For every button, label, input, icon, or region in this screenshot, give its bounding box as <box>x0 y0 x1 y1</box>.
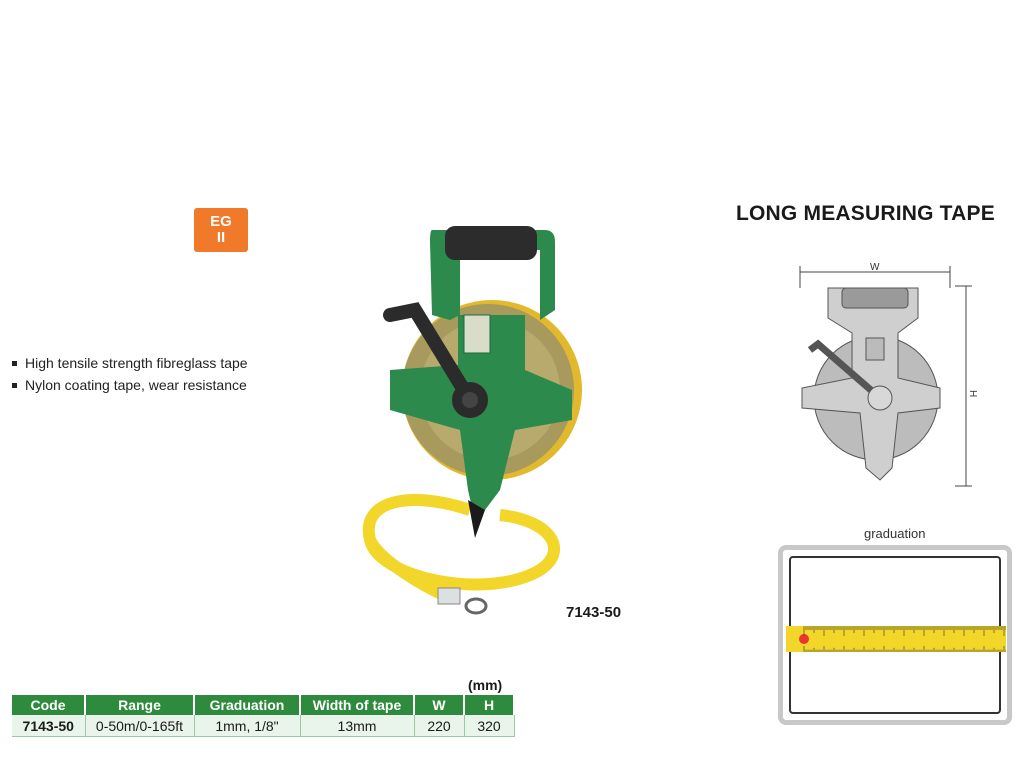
column-header: Graduation <box>194 695 300 715</box>
table-header-row <box>12 695 514 715</box>
table-cell: 320 <box>464 715 514 737</box>
column-header: H <box>464 695 514 715</box>
page-title: LONG MEASURING TAPE <box>736 202 995 225</box>
bullet-icon <box>12 383 17 388</box>
column-header: Range <box>85 695 194 715</box>
table-cell: 1mm, 1/8" <box>194 715 300 737</box>
label-plate-icon <box>464 315 490 353</box>
feature-item: Nylon coating tape, wear resistance <box>12 374 248 396</box>
graduation-tape-image <box>786 626 1006 652</box>
dimension-diagram <box>780 258 980 498</box>
tape-ring-icon <box>466 599 486 613</box>
handle-grip-icon <box>445 226 537 260</box>
column-header: Code <box>12 695 85 715</box>
tape-clip-icon <box>438 588 460 604</box>
spec-table <box>12 695 515 737</box>
column-header: Width of tape <box>300 695 414 715</box>
model-label: 7143-50 <box>566 604 622 621</box>
column-header: W <box>414 695 464 715</box>
product-image <box>350 220 590 620</box>
feature-item: High tensile strength fibreglass tape <box>12 352 248 374</box>
feature-list <box>12 352 248 396</box>
grade-badge-line1: EG <box>210 213 232 230</box>
unit-label: (mm) <box>468 677 503 693</box>
table-cell: 7143-50 <box>12 715 85 737</box>
grade-badge-line2: II <box>216 229 226 246</box>
table-cell: 0-50m/0-165ft <box>85 715 194 737</box>
table-cell: 13mm <box>300 715 414 737</box>
grade-badge <box>194 208 248 252</box>
graduation-title: graduation <box>864 526 926 541</box>
bullet-icon <box>12 361 17 366</box>
table-row <box>12 715 514 737</box>
height-dimension-label: H <box>967 390 978 398</box>
width-dimension-label: W <box>870 262 880 273</box>
table-cell: 220 <box>414 715 464 737</box>
